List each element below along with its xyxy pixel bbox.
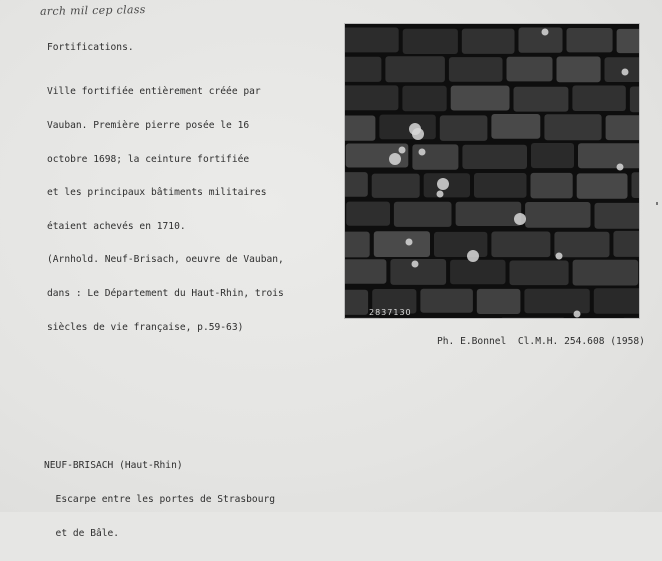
- wall-stone: [379, 115, 435, 140]
- lichen-spot: [412, 261, 419, 268]
- wall-stone: [572, 86, 625, 112]
- wall-stone: [514, 87, 569, 112]
- wall-stone: [557, 57, 601, 83]
- lichen-spot: [437, 191, 444, 198]
- description-line: Vauban. Première pierre posée le 16: [47, 120, 284, 131]
- wall-stone: [374, 231, 430, 257]
- wall-stone: [554, 232, 609, 257]
- stone-wall-image: [345, 24, 639, 318]
- wall-stone: [345, 28, 399, 53]
- description-line: dans : Le Département du Haut-Rhin, trois: [47, 288, 284, 299]
- wall-stone: [345, 116, 375, 141]
- description-line: siècles de vie française, p.59-63): [47, 322, 284, 333]
- wall-stone: [531, 143, 574, 168]
- wall-stone: [524, 289, 589, 313]
- wall-stone: [630, 87, 639, 113]
- wall-stone: [345, 172, 368, 197]
- lichen-spot: [542, 29, 549, 36]
- wall-stone: [474, 173, 527, 198]
- location-line: et de Bâle.: [44, 528, 275, 539]
- description-line: (Arnhold. Neuf-Brisach, oeuvre de Vauban,: [47, 254, 284, 265]
- description-line: octobre 1698; la ceinture fortifiée: [47, 154, 284, 165]
- wall-stone: [510, 261, 569, 286]
- wall-stone: [491, 114, 540, 139]
- lichen-spot: [419, 149, 426, 156]
- wall-stone: [613, 231, 639, 257]
- wall-stone: [544, 114, 601, 140]
- lichen-spot: [556, 253, 563, 260]
- wall-stone: [617, 29, 639, 53]
- wall-stone: [346, 202, 390, 226]
- lichen-spot: [399, 147, 406, 154]
- description-line: étaient achevés en 1710.: [47, 221, 284, 232]
- lichen-spot: [514, 213, 526, 225]
- record-heading: Fortifications.: [47, 42, 134, 53]
- lichen-spot: [617, 164, 624, 171]
- wall-stone: [507, 57, 553, 82]
- wall-stone: [606, 115, 639, 140]
- wall-stone: [595, 203, 640, 229]
- wall-stone: [412, 144, 458, 169]
- wall-stone: [573, 260, 639, 286]
- lichen-spot: [409, 123, 421, 135]
- wall-stone: [632, 172, 640, 198]
- record-description: [47, 64, 284, 355]
- wall-stone: [594, 288, 639, 314]
- wall-stone: [451, 86, 510, 111]
- wall-stone: [449, 57, 503, 82]
- wall-stone: [420, 289, 473, 313]
- wall-stone: [605, 57, 640, 82]
- wall-stone: [434, 232, 487, 257]
- wall-photograph: [344, 23, 640, 319]
- wall-stone: [403, 29, 458, 54]
- wall-stone: [577, 173, 628, 198]
- wall-stone: [345, 290, 368, 315]
- wall-stone: [578, 143, 639, 168]
- description-line: et les principaux bâtiments militaires: [47, 187, 284, 198]
- wall-stone: [477, 289, 521, 314]
- wall-stone: [345, 232, 370, 258]
- wall-stone: [440, 115, 488, 140]
- lichen-spot: [406, 239, 413, 246]
- wall-stone: [531, 173, 573, 199]
- wall-stone: [491, 232, 550, 258]
- description-line: Ville fortifiée entièrement créée par: [47, 86, 284, 97]
- wall-stone: [462, 145, 527, 169]
- edge-mark: [656, 202, 658, 205]
- lichen-spot: [437, 178, 449, 190]
- location-caption: [44, 438, 275, 561]
- wall-stone: [385, 56, 445, 82]
- lichen-spot: [622, 69, 629, 76]
- wall-stone: [345, 259, 386, 283]
- location-line: NEUF-BRISACH (Haut-Rhin): [44, 460, 275, 471]
- wall-stone: [519, 28, 563, 53]
- wall-stone: [345, 85, 398, 110]
- wall-stone: [462, 29, 515, 54]
- wall-stone: [456, 202, 522, 226]
- location-line: Escarpe entre les portes de Strasbourg: [44, 494, 275, 505]
- wall-stone: [394, 202, 452, 227]
- photo-credit: Ph. E.Bonnel Cl.M.H. 254.608 (1958): [437, 336, 645, 347]
- wall-stone: [345, 57, 381, 82]
- wall-stone: [402, 86, 446, 111]
- photo-inscription: 2837130: [369, 308, 412, 317]
- wall-stone: [450, 260, 505, 284]
- lichen-spot: [389, 153, 401, 165]
- wall-stone: [372, 174, 420, 198]
- wall-stone: [525, 202, 590, 228]
- lichen-spot: [574, 311, 581, 318]
- wall-stone: [567, 28, 613, 52]
- handwritten-classification-note: arch mil cep class: [40, 3, 146, 18]
- lichen-spot: [467, 250, 479, 262]
